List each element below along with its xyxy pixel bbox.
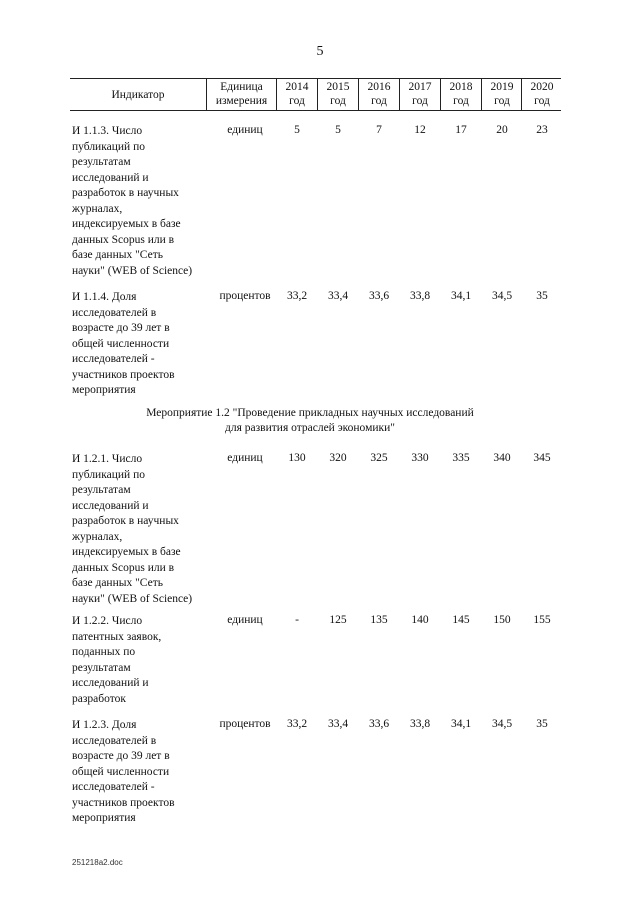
- header-year-suffix: год: [494, 95, 510, 107]
- header-year-suffix: год: [453, 95, 469, 107]
- indicator-line: И 1.2.1. Число: [72, 453, 143, 465]
- value-cell-2020: 155: [533, 614, 551, 626]
- value-cell-2014: 33,2: [286, 718, 308, 730]
- value-cell-2014: 130: [288, 452, 306, 464]
- value-cell-2014: -: [295, 614, 299, 626]
- value-cell-2019: 340: [493, 452, 511, 464]
- unit-cell: процентов: [219, 290, 271, 302]
- value-cell-2016: 325: [370, 452, 388, 464]
- indicator-line: публикаций по: [72, 468, 145, 481]
- value-cell-2014: 5: [294, 124, 300, 136]
- indicator-line: участников проектов: [72, 368, 175, 381]
- indicator-line: исследователей -: [72, 353, 155, 365]
- value-cell-2016: 7: [376, 124, 382, 136]
- value-cell-2015: 33,4: [327, 290, 349, 302]
- value-cell-2018: 34,1: [450, 718, 472, 730]
- header-year-2020: [522, 80, 562, 108]
- value-cell-2019: 150: [493, 614, 511, 626]
- indicator-line: базе данных "Сеть: [72, 577, 163, 589]
- indicator-line: возрасте до 39 лет в: [72, 322, 170, 334]
- indicator-line: индексируемых в базе: [72, 546, 181, 558]
- indicator-line: общей численности: [72, 765, 170, 778]
- value-cell-2016: 33,6: [368, 718, 390, 730]
- value-cell-2016: 135: [370, 614, 388, 626]
- indicator-text: [72, 718, 214, 827]
- value-cell-2020: 23: [536, 124, 548, 136]
- value-cell-2015: 320: [329, 452, 347, 464]
- header-year-value: 2017: [408, 81, 432, 93]
- value-cell-2017: 12: [414, 124, 426, 136]
- indicator-line: возрасте до 39 лет в: [72, 750, 170, 762]
- indicator-line: участников проектов: [72, 796, 175, 809]
- indicator-line: результатам: [72, 484, 131, 496]
- header-year-value: 2019: [490, 81, 514, 93]
- value-cell-2018: 335: [452, 452, 470, 464]
- value-cell-2018: 145: [452, 614, 470, 626]
- header-year-value: 2020: [530, 81, 554, 93]
- indicator-line: мероприятия: [72, 384, 136, 396]
- value-cell-2020: 345: [533, 452, 551, 464]
- footer-filename: 251218a2.doc: [72, 858, 123, 867]
- indicator-line: поданных по: [72, 646, 136, 658]
- indicator-line: исследователей в: [72, 306, 157, 319]
- value-cell-2019: 34,5: [491, 718, 513, 730]
- header-year-2018: [441, 80, 481, 108]
- indicator-text: [72, 124, 214, 279]
- indicator-line: патентных заявок,: [72, 630, 162, 643]
- header-top-rule: [70, 78, 561, 79]
- indicator-line: И 1.2.3. Доля: [72, 719, 137, 731]
- value-cell-2017: 330: [411, 452, 429, 464]
- indicator-line: публикаций по: [72, 140, 145, 153]
- section-heading-line1: Мероприятие 1.2 "Проведение прикладных научных исследований: [146, 407, 474, 419]
- indicator-line: мероприятия: [72, 812, 136, 824]
- header-year-value: 2016: [367, 81, 391, 93]
- header-year-suffix: год: [330, 95, 346, 107]
- unit-cell: процентов: [219, 718, 271, 730]
- indicator-text: [72, 614, 214, 707]
- unit-cell: единиц: [227, 452, 263, 464]
- value-cell-2017: 140: [411, 614, 429, 626]
- indicator-line: разработок: [72, 692, 126, 705]
- value-cell-2020: 35: [536, 290, 548, 302]
- section-heading: [120, 406, 500, 436]
- header-year-value: 2015: [326, 81, 350, 93]
- indicator-line: И 1.1.4. Доля: [72, 291, 137, 303]
- value-cell-2018: 17: [455, 124, 467, 136]
- indicator-line: общей численности: [72, 337, 170, 350]
- unit-cell: единиц: [227, 124, 263, 136]
- header-year-value: 2018: [449, 81, 473, 93]
- header-year-suffix: год: [289, 95, 305, 107]
- header-year-2014: [277, 80, 317, 108]
- indicator-text: [72, 290, 214, 399]
- indicator-line: данных Scopus или в: [72, 233, 175, 246]
- value-cell-2015: 125: [329, 614, 347, 626]
- value-cell-2017: 33,8: [409, 290, 431, 302]
- header-year-2015: [318, 80, 358, 108]
- indicator-line: науки" (WEB of Science): [72, 592, 193, 605]
- indicator-line: И 1.2.2. Число: [72, 615, 143, 627]
- value-cell-2014: 33,2: [286, 290, 308, 302]
- indicator-line: исследователей в: [72, 734, 157, 747]
- indicator-line: индексируемых в базе: [72, 218, 181, 230]
- header-year-suffix: год: [412, 95, 428, 107]
- value-cell-2020: 35: [536, 718, 548, 730]
- header-unit: [207, 80, 276, 108]
- indicator-line: И 1.1.3. Число: [72, 125, 143, 137]
- page-number: 5: [316, 44, 324, 59]
- header-unit-line1: Единица: [220, 81, 263, 93]
- value-cell-2019: 20: [496, 124, 508, 136]
- indicator-line: журналах,: [72, 530, 123, 543]
- header-year-value: 2014: [285, 81, 309, 93]
- value-cell-2018: 34,1: [450, 290, 472, 302]
- header-year-2017: [400, 80, 440, 108]
- value-cell-2017: 33,8: [409, 718, 431, 730]
- indicator-line: разработок в научных: [72, 187, 179, 199]
- indicator-line: исследований и: [72, 499, 149, 512]
- header-bottom-rule: [70, 110, 561, 111]
- header-year-2016: [359, 80, 399, 108]
- indicator-line: результатам: [72, 156, 131, 168]
- header-unit-line2: измерения: [215, 95, 268, 107]
- indicator-line: базе данных "Сеть: [72, 249, 163, 261]
- value-cell-2015: 5: [335, 124, 341, 136]
- section-heading-line2: для развития отраслей экономики": [225, 422, 395, 434]
- header-indicator: Индикатор: [111, 89, 165, 101]
- indicator-line: данных Scopus или в: [72, 561, 175, 574]
- indicator-line: исследований и: [72, 171, 149, 184]
- header-year-2019: [482, 80, 522, 108]
- value-cell-2015: 33,4: [327, 718, 349, 730]
- header-year-suffix: год: [371, 95, 387, 107]
- value-cell-2019: 34,5: [491, 290, 513, 302]
- indicator-line: исследователей -: [72, 781, 155, 793]
- header-year-suffix: год: [534, 95, 550, 107]
- indicator-text: [72, 452, 214, 607]
- indicator-line: разработок в научных: [72, 515, 179, 527]
- value-cell-2016: 33,6: [368, 290, 390, 302]
- indicator-line: журналах,: [72, 202, 123, 215]
- unit-cell: единиц: [227, 614, 263, 626]
- indicator-line: результатам: [72, 661, 131, 674]
- indicator-line: науки" (WEB of Science): [72, 264, 193, 277]
- indicator-line: исследований и: [72, 677, 149, 689]
